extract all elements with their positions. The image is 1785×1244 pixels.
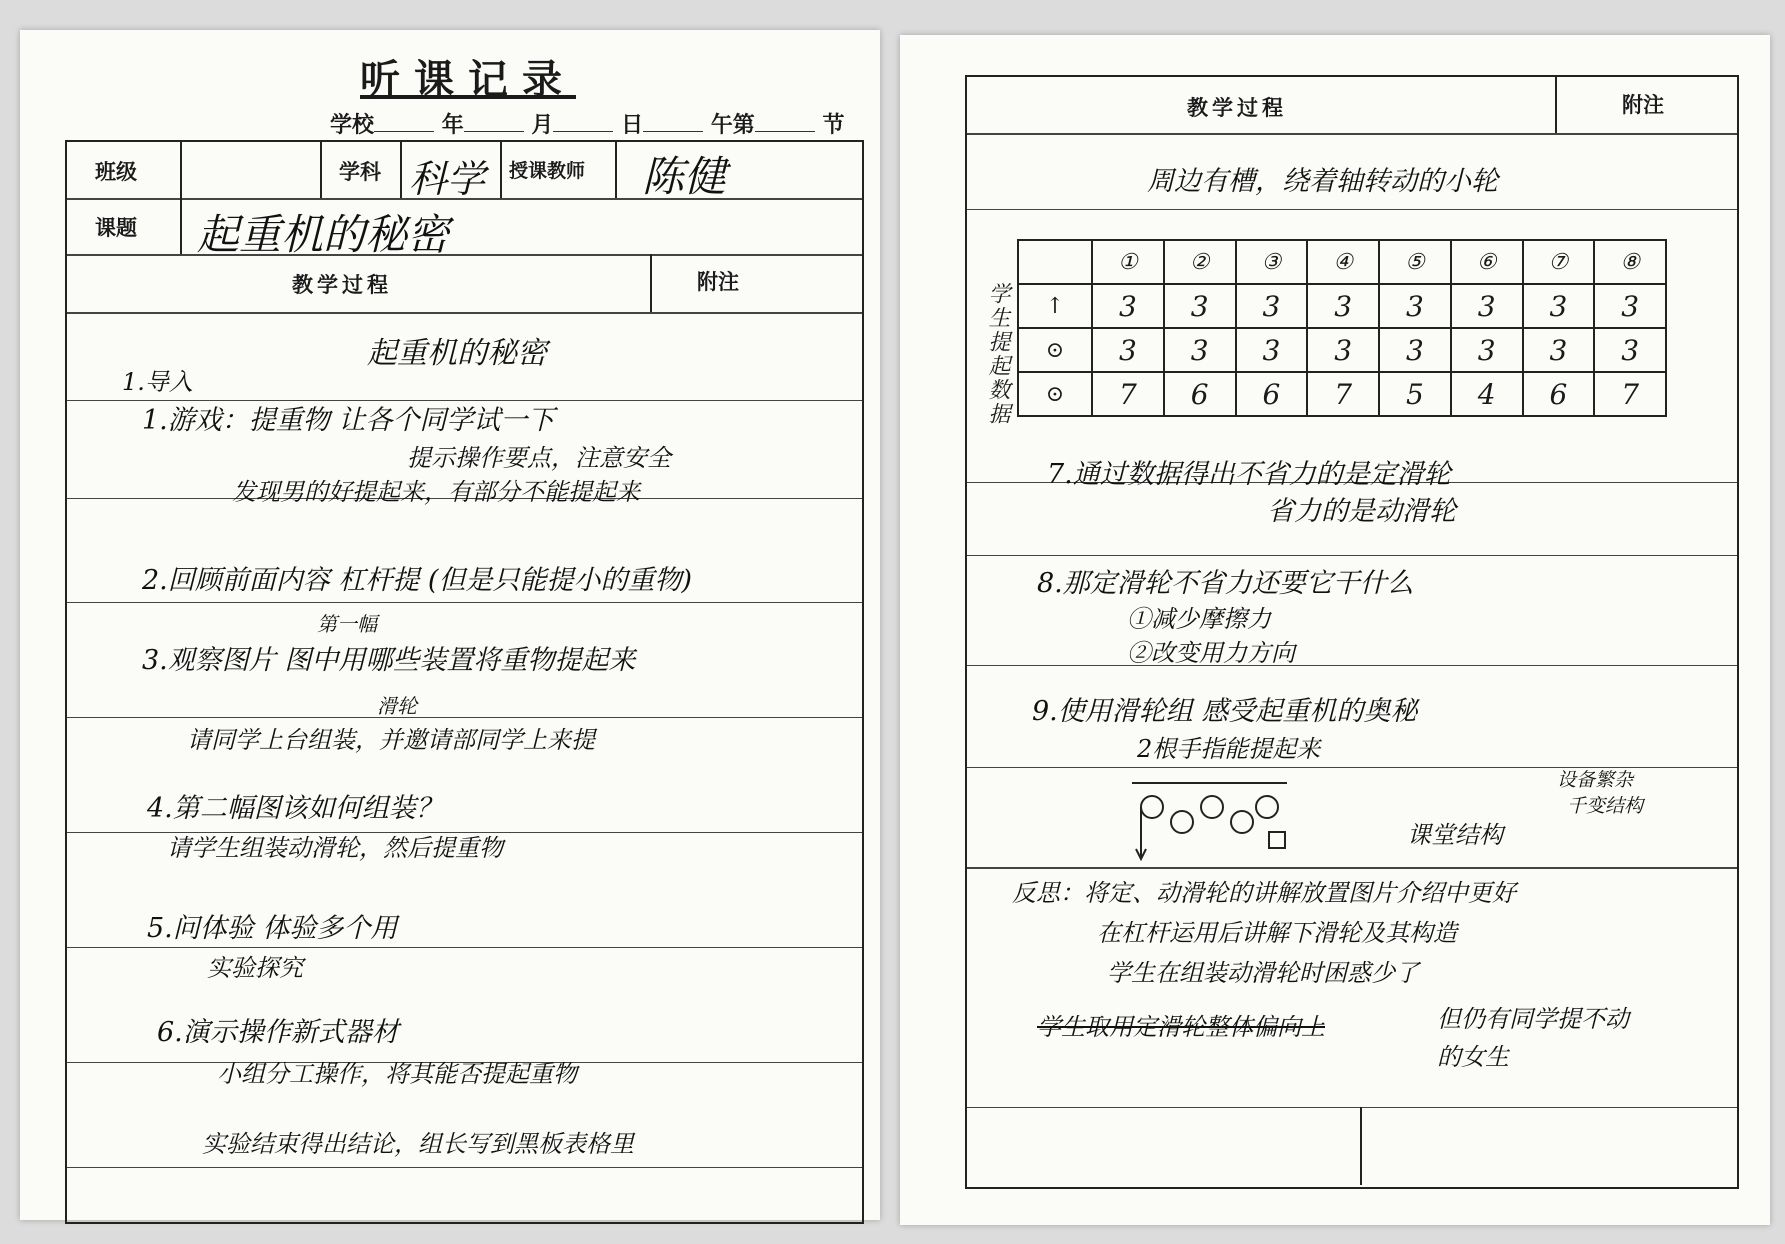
line-conclusion-7: 7.通过数据得出不省力的是定滑轮 [1047, 459, 1451, 490]
table-cell: 3 [1379, 328, 1451, 372]
record-title: 听课记录 [360, 56, 576, 103]
left-page [20, 30, 880, 1220]
reflection-4: 学生取用定滑轮整体偏向上 [1037, 1013, 1325, 1041]
line-dynamic-pulley: 请学生组装动滑轮，然后提重物 [167, 834, 503, 862]
table-cell: 3 [1523, 328, 1595, 372]
line-saves-force: 省力的是动滑轮 [1267, 496, 1456, 527]
line-experience: 5.问体验 体验多个用 [147, 913, 398, 944]
table-row [1018, 328, 1666, 372]
table-cell: 6 [1164, 372, 1236, 416]
table-column-header: ⑤ [1379, 240, 1451, 284]
process-label-right: 教学过程 [1187, 95, 1287, 120]
table-column-header: ③ [1236, 240, 1308, 284]
notes-label: 附注 [697, 269, 739, 294]
table-cell: 3 [1236, 284, 1308, 328]
table-column-header: ① [1092, 240, 1164, 284]
line-explore: 实验探究 [207, 954, 303, 982]
line-group-work: 小组分工操作，将其能否提起重物 [217, 1060, 577, 1088]
note-structure: 千变结构 [1567, 795, 1644, 817]
reflection-6: 的女生 [1437, 1043, 1509, 1071]
table-column-header: ④ [1307, 240, 1379, 284]
line-class-structure: 课堂结构 [1407, 821, 1503, 849]
pulley-icon: ⊙ [1018, 372, 1092, 416]
line-two-fingers: 2根手指能提起来 [1137, 735, 1321, 763]
meta-school: 学校 [330, 112, 375, 138]
pulley-icon: ⊙ [1018, 328, 1092, 372]
line-demo: 6.演示操作新式器材 [157, 1017, 399, 1048]
table-column-header: ⑦ [1523, 240, 1595, 284]
reflection-3: 学生在组装动滑轮时困惑少了 [1107, 959, 1419, 987]
table-side-label: 学生提起数据 [985, 282, 1010, 426]
line-observe: 3.观察图片 图中用哪些装置将重物提起来 [142, 645, 636, 676]
table-column-header: ② [1164, 240, 1236, 284]
line-pulley-system: 9.使用滑轮组 感受起重机的奥秘 [1032, 696, 1418, 727]
table-cell: 3 [1379, 284, 1451, 328]
right-grid [965, 75, 1739, 1189]
table-column-header: ⑧ [1594, 240, 1666, 284]
line-pulley-note: 滑轮 [377, 694, 417, 718]
table-cell: 3 [1092, 328, 1164, 372]
line-review: 2.回顾前面内容 杠杆提 (但是只能提小的重物) [142, 565, 692, 596]
table-cell: 6 [1523, 372, 1595, 416]
line-change-direction: ②改变用力方向 [1127, 639, 1295, 667]
right-page [900, 35, 1770, 1225]
reflection-1: 反思：将定、动滑轮的讲解放置图片介绍中更好 [1012, 879, 1516, 907]
line-discover: 发现男的好提起来，有部分不能提起来 [232, 478, 640, 506]
table-cell: 3 [1451, 284, 1523, 328]
meta-year: 年 [441, 112, 464, 138]
table-cell: 3 [1523, 284, 1595, 328]
teacher-value: 陈健 [642, 152, 727, 201]
line-question-8: 8.那定滑轮不省力还要它干什么 [1037, 568, 1414, 599]
teacher-label: 授课教师 [509, 160, 586, 182]
pulley-system-sketch [1127, 777, 1297, 867]
topic-value: 起重机的秘密 [197, 210, 450, 259]
topic-label: 课题 [95, 215, 137, 240]
table-cell: 3 [1594, 284, 1666, 328]
class-label: 班级 [95, 159, 137, 184]
line-intro: 1.导入 [122, 368, 193, 396]
table-cell: 3 [1164, 328, 1236, 372]
line-game: 1.游戏：提重物 让各个同学试一下 [142, 405, 555, 436]
table-cell: 6 [1236, 372, 1308, 416]
table-cell: 7 [1307, 372, 1379, 416]
table-cell: 3 [1594, 328, 1666, 372]
table-cell: 3 [1307, 328, 1379, 372]
table-cell: 5 [1379, 372, 1451, 416]
line-second-image: 4.第二幅图该如何组装？ [147, 793, 443, 824]
header-grid [65, 140, 864, 1224]
table-cell: 4 [1451, 372, 1523, 416]
notes-label-right: 附注 [1622, 92, 1664, 117]
table-header-row [1018, 240, 1666, 284]
table-cell: 7 [1594, 372, 1666, 416]
meta-row [330, 108, 844, 139]
meta-month: 月 [531, 112, 554, 138]
meta-section: 节 [822, 112, 845, 138]
line-assemble: 请同学上台组装，并邀请部同学上来提 [187, 726, 595, 754]
process-label: 教学过程 [292, 272, 392, 297]
line-first-image: 第一幅 [317, 612, 377, 636]
line-reduce-friction: ①减少摩擦力 [1127, 605, 1271, 633]
table-corner-cell [1018, 240, 1092, 284]
pulley-data-table [1017, 239, 1667, 417]
board-title: 起重机的秘密 [367, 336, 547, 371]
table-row [1018, 284, 1666, 328]
line-tips: 提示操作要点，注意安全 [407, 444, 671, 472]
meta-day: 日 [621, 112, 644, 138]
note-equipment: 设备繁杂 [1557, 769, 1634, 791]
table-row [1018, 372, 1666, 416]
line-conclusion: 实验结束得出结论，组长写到黑板表格里 [202, 1130, 634, 1158]
table-cell: 3 [1307, 284, 1379, 328]
table-cell: 3 [1236, 328, 1308, 372]
subject-label: 学科 [339, 159, 381, 184]
table-cell: 3 [1092, 284, 1164, 328]
reflection-2: 在杠杆运用后讲解下滑轮及其构造 [1097, 919, 1457, 947]
table-column-header: ⑥ [1451, 240, 1523, 284]
table-cell: 3 [1164, 284, 1236, 328]
pulley-definition: 周边有槽，绕着轴转动的小轮 [1147, 166, 1498, 197]
arrow-up-icon: ↑ [1018, 284, 1092, 328]
reflection-5: 但仍有同学提不动 [1437, 1005, 1629, 1033]
meta-period: 午第 [710, 112, 755, 138]
table-cell: 7 [1092, 372, 1164, 416]
subject-value: 科学 [409, 157, 486, 201]
table-cell: 3 [1451, 328, 1523, 372]
